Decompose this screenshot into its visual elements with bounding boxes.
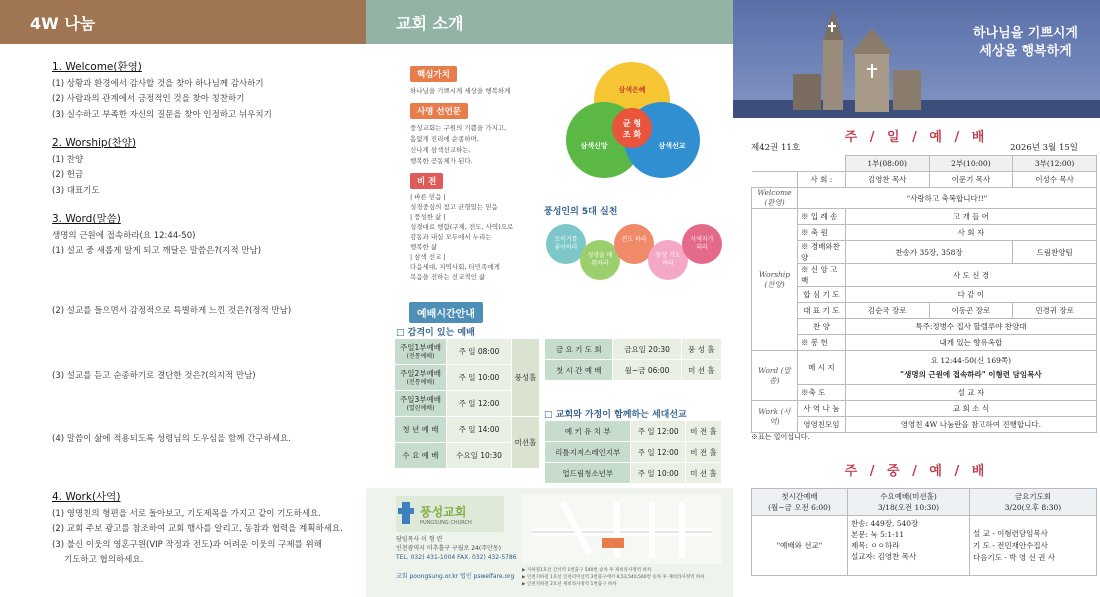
mission-line: 신나게 삼색선교하는, (410, 146, 471, 154)
word-title: 3. Word(말씀) (52, 213, 121, 225)
bulletin-panel (733, 0, 1100, 597)
church-info-footer (366, 488, 733, 597)
family-schedule-table: 예 키 유 치 부 주 일 12:00 비 전 홀 리틀지저스레인지부 주 일 12:00 비 전 홀 업드림청소년부 주 일 10:00 미 션 홀 (544, 420, 722, 484)
standing-note: ※표는 일어섭니다. (751, 433, 810, 441)
vision-sub: | 삼색 선교 | (410, 253, 446, 261)
vision-line: 다음세대, 지역사회, 타민족에게 (410, 263, 500, 271)
ring-left-label: 삼색신앙 (580, 142, 608, 150)
word-side-label: Word (말씀) (752, 351, 798, 401)
vision-line: 감동과 내실 모두에서 누리는 (410, 233, 492, 241)
welcome-item: (1) 상황과 환경에서 감사할 것을 찾아 하나님께 감사하기 (52, 78, 264, 89)
sharing-header: 4W 나눔 (0, 0, 366, 44)
vision-line: 성경대로 행함(구제, 전도, 사역)으로 (410, 223, 514, 231)
work-item: (1) 영명친의 형편을 서로 돌아보고, 기도제목을 가지고 같이 기도하세요. (52, 508, 321, 519)
word-question: (1) 설교 중 새롭게 알게 되고 깨달은 말씀은?(지적 만남) (52, 246, 262, 256)
worship-side-label: Worship (찬양) (752, 209, 798, 351)
weekday-worship-table: 첫시간예배 (월~금 오전 6:00) 수요예배(미션홀) 3/18(오전 10:30) 금요기도회 3/20(오후 8:30) "예배와 선교" 찬송: 449장, 540장 본문: 눅 5:1-11 제목: ㅇㅇ하라 설교자: 김영찬 목사 설 교 - 이형련담임목사 기 도 - 전민재안수집사 다음기도 - 박 영 선 권 사 (751, 488, 1097, 576)
church-intro-panel (366, 0, 733, 597)
church-name: 풍성교회 (420, 505, 467, 519)
core-values-block (410, 62, 540, 282)
welcome-item: (3) 실수하고 부족한 자신의 질문을 찾아 인정하고 뉘우치기 (52, 109, 272, 120)
church-hero-image (733, 0, 1100, 118)
practice-4: 항상 기도하라 (655, 252, 681, 267)
worship-item: (2) 헌금 (52, 170, 84, 180)
mission-tag: 사명 선언문 (410, 103, 468, 119)
place-cell: 풍성홀 (512, 339, 540, 417)
practice-1: 모이기를 좋아하라 (554, 236, 578, 251)
welcome-title: 1. Welcome(환영) (52, 61, 142, 73)
vision-line: 성경중심의 참고 균형있는 믿음 (410, 203, 498, 211)
ring-right-label: 삼색선교 (658, 142, 686, 150)
work-section (52, 490, 343, 569)
welcome-item: (2) 사람과의 관계에서 긍정적인 것을 찾아 칭찬하기 (52, 94, 245, 104)
prayer-schedule-table: 금 요 기 도 회 금요일 20:30 풍 성 홀 첫 시 간 예 배 월~금 06:00 미 션 홀 (544, 338, 722, 381)
core-value-tag: 핵심가치 (410, 66, 457, 82)
worship-schedule-table: 주일1부예배 (전통예배) 주 일 08:00 풍성홀 주일2부예배 (전통예배) 주 일 10:00 주일3부예배 (열린예배) 주 일 12:00 청 년 예 배 주 일 14:00 미션홀 수 요 예 배 수요일 10:30 (394, 338, 540, 469)
slogan: 하나님을 기쁘시게 세상을 행복하게 (973, 26, 1078, 59)
mission-line: 풍성교회는 구원의 기쁨을 가지고, (410, 124, 507, 132)
core-value-text: 하나님을 기쁘시게 세상을 행복하게 (410, 87, 511, 95)
church-logo (396, 496, 504, 532)
vision-sub: | 풍성한 삶 | (410, 213, 446, 221)
church-en-name: PUNGSUNG CHURCH (420, 520, 472, 526)
five-practices-title: 풍성인의 5대 실천 (544, 207, 618, 217)
worship-item: (1) 찬양 (52, 154, 84, 165)
vision-tag: 비 전 (410, 173, 443, 189)
word-question: (2) 설교를 들으면서 감정적으로 특별하게 느낀 것은?(정적 만남) (52, 306, 292, 316)
work-item: (3) 불신 이웃의 영혼구원(VIP 작정과 전도)과 어려운 이웃의 구제를 위해 (52, 539, 322, 550)
worship-item: (3) 대표기도 (52, 185, 100, 196)
place-cell: 미션홀 (512, 417, 540, 469)
ring-center-2: 조 화 (622, 130, 642, 139)
sunday-worship-title: 주 / 일 / 예 / 배 (844, 130, 989, 145)
schedule-tag: 예배시간안내 (409, 302, 483, 323)
mission-line: 행복한 공동체가 된다. (410, 157, 473, 165)
church-map-marker (602, 538, 624, 548)
sharing-panel (0, 0, 366, 597)
vision-line: 행복한 삶 (410, 243, 438, 251)
work-item: (2) 교회 주보 광고를 참조하여 교회 행사를 알리고, 동참과 협력을 계획하세요. (52, 524, 343, 534)
order-of-worship-table: 1부(08:00) 2부(10:00) 3부(12:00) 사 회 : 김영찬 목사 이문기 목사 이성수 목사 Welcome (환영) "사랑하고 축복합니다!!" Worship (찬양) ※ 입 례 송 고 개 들 어 ※ 축 원 사 회 자 ※ 경배와찬양 찬송가 35장, 358장 드림찬양팀 ※ 신 앙 고 백 사 도 신 경 합 심 기 도 다 같 이 대 표 기 도 김순국 장로 이동곤 장로 민경귀 장로 찬 양 특주:정병수 집사 할렐루야 찬양대 ※ 봉 헌 내게 있는 향유옥합 Word (말씀) 메 시 지 요 12:44-50(신 169쪽) "생명의 근원에 접속하라" 이형련 담임목사 ※축 도 설 교 자 Work (사역) 사 역 나 눔 교 회 소 식 영영친모임 영영친 4W 나눔란을 참고하여 진행합니다. (751, 155, 1097, 433)
location-map (522, 494, 722, 564)
word-verse: 생명의 근원에 접속하라(요 12:44-50) (52, 230, 196, 241)
balance-circle (612, 108, 652, 148)
practice-5: 사역자가 되라 (690, 236, 714, 251)
ring-top-label: 삼색은혜 (618, 86, 646, 94)
values-ring-diagram (544, 52, 724, 190)
weekday-worship-title: 주 / 중 / 예 / 배 (844, 464, 989, 479)
worship-schedule-title: □ 감격이 있는 예배 (396, 328, 475, 338)
welcome-section (52, 60, 272, 123)
work-item: 기도하고 협의하세요. (64, 555, 144, 565)
work-side-label: Work (사역) (752, 401, 798, 433)
welcome-side-label: Welcome (환영) (752, 188, 798, 209)
dawn-theme: "예배와 선교" (752, 516, 848, 576)
sermon-title: "생명의 근원에 접속하라" 이형련 담임목사 (900, 369, 1042, 379)
vision-sub: | 바른 믿음 | (410, 193, 446, 201)
word-question: (3) 설교를 듣고 순종하기로 결단한 것은?(의지적 만남) (52, 371, 256, 381)
ring-center-1: 균 형 (622, 119, 642, 128)
practice-3: 전도 하라 (621, 236, 647, 243)
sermon-reference: 요 12:44-50(신 169쪽) (930, 355, 1012, 365)
worship-section (52, 136, 136, 199)
bulletin-date: 2026년 3월 15일 (1010, 143, 1078, 153)
family-schedule-title: □ 교회와 가정이 함께하는 세대선교 (544, 410, 687, 420)
work-title: 4. Work(사역) (52, 491, 121, 503)
vision-line: 복음을 전하는 선교적인 삶 (410, 273, 486, 281)
word-question: (4) 말씀이 삶에 적용되도록 성령님의 도우심을 함께 간구하세요. (52, 434, 291, 444)
issue-number: 제42권 11호 (751, 143, 800, 153)
worship-title: 2. Worship(찬양) (52, 137, 137, 149)
church-contact: 담임목사 이 형 련 인천광역시 미추홀구 구월로 24(주안동) TEL. 032) 431-1004 FAX. 032) 432-5786 교회 poongsung.or.kr 법인 pswelfare.org (396, 536, 517, 580)
intro-header: 교회 소개 (366, 0, 733, 44)
practice-2: 성경을 배워하라 (587, 252, 613, 267)
mission-line: 흠없게 진리에 순종하며, (410, 135, 479, 143)
word-section (52, 212, 261, 260)
map-directions: ▶ 지하철1호선 간석역 1번출구 540번 승차 후 제비라사정역 하차 ▶ 인천지하철 1호선 인천터미널역 3번출구에서 8,53,540,560번 승차 후 제비라사정역 하차 ▶ 인천지하철 2호선 제비라사정역 1번출구 하차 (522, 568, 705, 587)
